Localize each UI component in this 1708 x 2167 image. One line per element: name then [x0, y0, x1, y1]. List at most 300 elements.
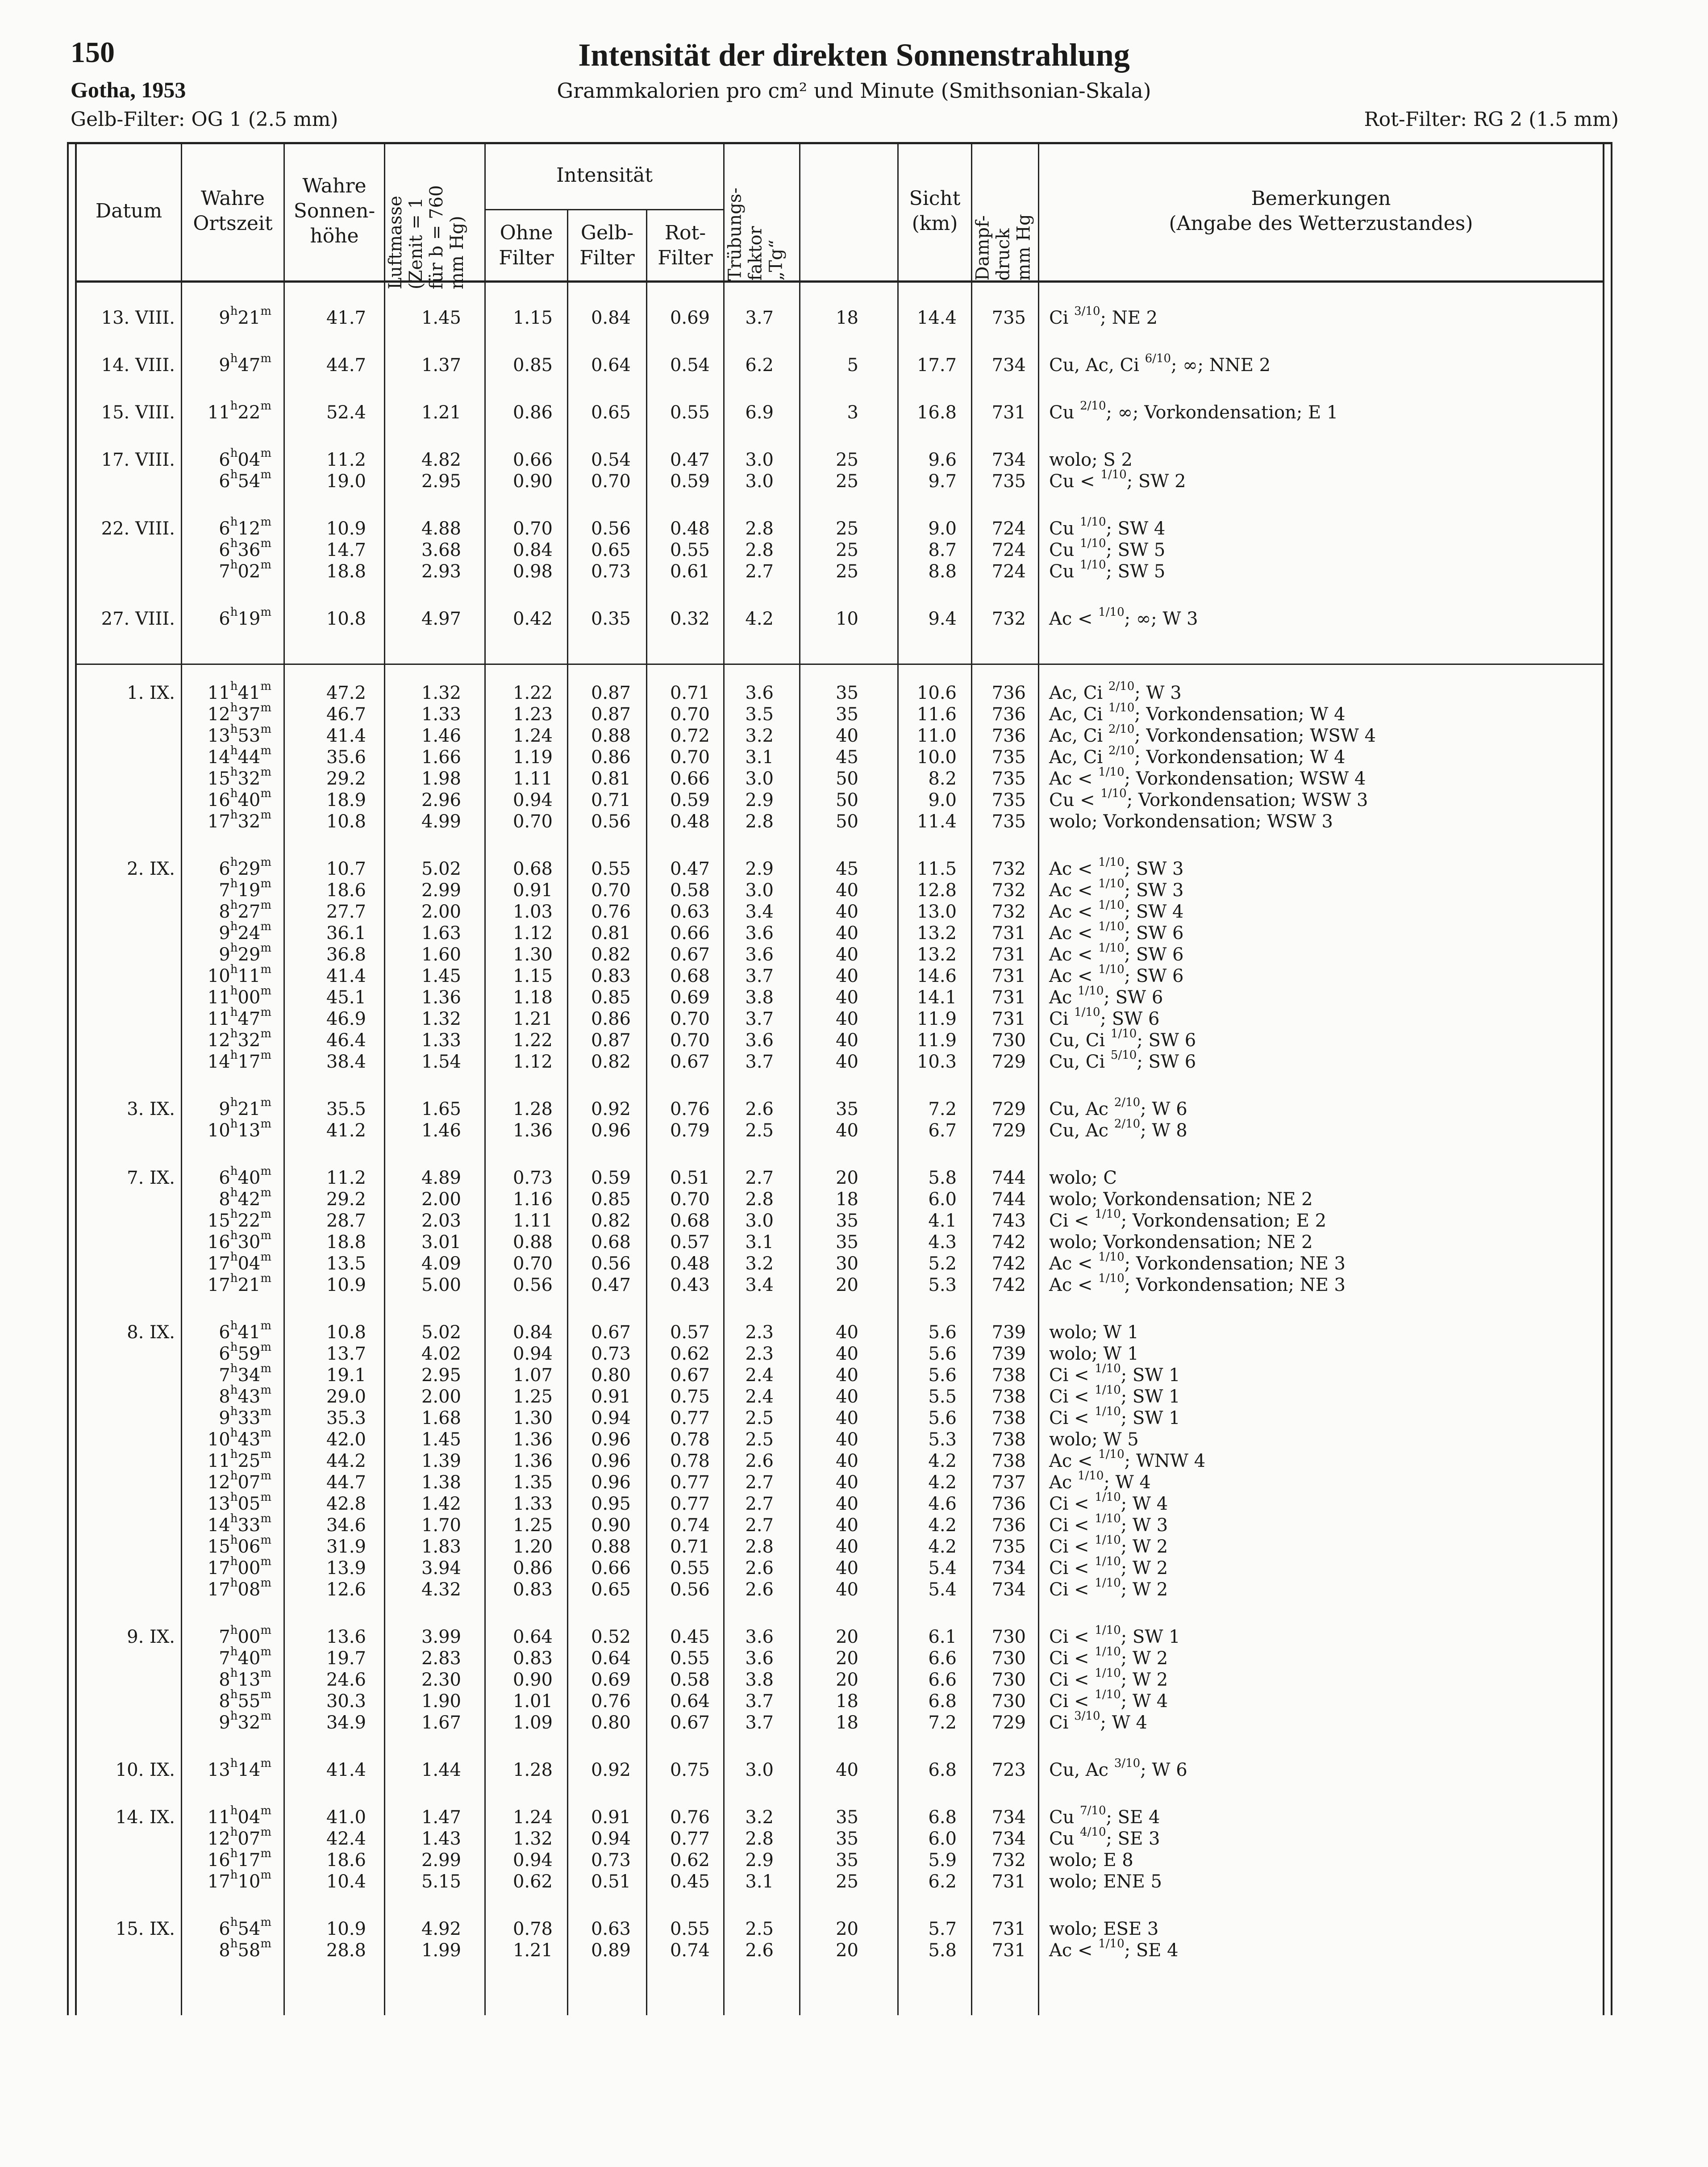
value: 10.8 [326, 609, 366, 629]
value: 0.96 [591, 1120, 631, 1141]
row-remarks [1049, 789, 1598, 811]
value: 729 [991, 1099, 1026, 1119]
row-intensity-red [647, 1626, 710, 1648]
minute-mark: m [260, 1186, 271, 1200]
value: 5.4 [928, 1579, 957, 1600]
minute-mark: m [260, 941, 271, 955]
row-sun-altitude [285, 1759, 366, 1781]
value: 732 [991, 859, 1026, 879]
value: 1.43 [421, 1829, 461, 1849]
time-hours: 13 [207, 1494, 230, 1514]
remark-text: Ac < [1049, 880, 1099, 901]
value: 0.66 [591, 1558, 631, 1578]
remark-text: Cu [1049, 561, 1080, 582]
row-remarks [1049, 1117, 1598, 1141]
value: 11.4 [916, 811, 957, 832]
remark-text: ; SW 6 [1100, 1009, 1160, 1029]
value: 2.83 [421, 1648, 461, 1669]
value: 0.43 [670, 1275, 710, 1295]
row-intensity-yellow [568, 1918, 631, 1940]
value: 9.4 [928, 609, 957, 629]
value: 9.0 [928, 518, 957, 539]
row-vapour-pressure [899, 1232, 957, 1253]
row-intensity-unfiltered [486, 1407, 553, 1429]
value: 1.98 [421, 768, 461, 789]
remark-text: ; SW 6 [1124, 944, 1184, 965]
row-visibility [800, 1536, 858, 1557]
row-intensity-yellow [568, 1450, 631, 1472]
row-time [182, 1804, 271, 1828]
time-hours: 9 [219, 1408, 230, 1428]
remark-text: ; SW 1 [1121, 1627, 1180, 1647]
row-air-mass [385, 1940, 461, 1961]
row-remarks [1049, 811, 1598, 832]
value: 0.32 [670, 609, 710, 629]
row-intensity-unfiltered [486, 402, 553, 423]
value: 2.5 [745, 1120, 774, 1141]
value: 1.99 [421, 1940, 461, 1961]
hour-mark: h [230, 680, 238, 693]
row-air-pressure [972, 1536, 1026, 1557]
row-air-mass [385, 1429, 461, 1450]
value: 0.82 [591, 944, 631, 965]
remark-text: Ci < [1049, 1691, 1095, 1712]
remark-text: ; W 3 [1134, 683, 1182, 703]
row-time [182, 1450, 271, 1472]
row-intensity-red [647, 1807, 710, 1828]
row-intensity-red [647, 901, 710, 923]
value: 40 [836, 1515, 858, 1536]
value: 25 [836, 561, 858, 582]
value: 735 [991, 1537, 1026, 1557]
row-vapour-pressure [899, 307, 957, 329]
value: 29.2 [326, 1189, 366, 1210]
row-intensity-yellow [568, 1167, 631, 1189]
row-sun-altitude [285, 1807, 366, 1828]
hour-mark: h [230, 1916, 238, 1929]
row-turbidity [725, 307, 774, 329]
remark-text: Cu, Ac [1049, 1099, 1114, 1119]
row-time [182, 1918, 271, 1940]
value: 11.9 [916, 1009, 957, 1029]
value: 6.1 [928, 1627, 957, 1647]
value: 0.67 [670, 1052, 710, 1072]
row-remarks [1049, 1666, 1598, 1691]
hour-mark: h [230, 1804, 238, 1818]
time-hours: 17 [207, 1558, 230, 1578]
value: 738 [991, 1429, 1026, 1450]
value: 35 [836, 1099, 858, 1119]
row-date [77, 1098, 175, 1120]
remark-text: ; Vorkondensation; W 4 [1134, 747, 1346, 768]
value: 736 [991, 1515, 1026, 1536]
value: 2.8 [745, 811, 774, 832]
value: 3.7 [745, 1691, 774, 1712]
hour-mark: h [230, 1469, 238, 1483]
value: 0.56 [591, 1253, 631, 1274]
row-vapour-pressure [899, 471, 957, 492]
row-time [182, 1626, 271, 1648]
value: 50 [836, 811, 858, 832]
date-text: 22. VIII. [101, 518, 175, 539]
value: 20 [836, 1670, 858, 1690]
row-intensity-red [647, 923, 710, 944]
remark-text: Cu < [1049, 790, 1101, 810]
value: 1.33 [421, 1030, 461, 1051]
value: 0.66 [670, 768, 710, 789]
value: 0.83 [512, 1579, 553, 1600]
row-remarks [1049, 1322, 1598, 1343]
time-minutes: 30 [237, 1232, 261, 1253]
row-sun-altitude [285, 402, 366, 423]
row-intensity-unfiltered [486, 539, 553, 561]
row-turbidity [725, 355, 774, 376]
hour-mark: h [230, 558, 238, 572]
row-time [182, 468, 271, 492]
row-vapour-pressure [899, 1579, 957, 1600]
value: 11.9 [916, 1030, 957, 1051]
table-border-left-outer [67, 142, 69, 2015]
value: 3.1 [745, 1232, 774, 1253]
value: 0.57 [670, 1322, 710, 1343]
row-time [182, 789, 271, 811]
remark-text: Ci < [1049, 1365, 1095, 1386]
row-air-pressure [972, 471, 1026, 492]
col-header-rot-filter: Rot- Filter [658, 221, 713, 269]
remark-text: ; SW 5 [1106, 561, 1166, 582]
value: 2.8 [745, 1537, 774, 1557]
row-remarks [1049, 920, 1598, 944]
row-air-pressure [972, 1232, 1026, 1253]
value: 0.82 [591, 1211, 631, 1231]
row-remarks [1049, 605, 1598, 630]
remark-text: wolo; Vorkondensation; NE 2 [1049, 1232, 1313, 1253]
value: 40 [836, 1386, 858, 1407]
time-hours: 6 [219, 1322, 230, 1343]
row-visibility [800, 704, 858, 725]
hour-mark: h [230, 941, 238, 955]
value: 41.4 [326, 726, 366, 746]
row-intensity-yellow [568, 1515, 631, 1536]
row-intensity-yellow [568, 1189, 631, 1210]
row-air-mass [385, 1493, 461, 1515]
row-turbidity [725, 1450, 774, 1472]
row-air-mass [385, 1712, 461, 1733]
row-time [182, 1186, 271, 1210]
value: 0.86 [591, 747, 631, 768]
row-vapour-pressure [899, 1098, 957, 1120]
value: 742 [991, 1275, 1026, 1295]
value: 2.4 [745, 1365, 774, 1386]
row-intensity-unfiltered [486, 725, 553, 747]
row-intensity-unfiltered [486, 1940, 553, 1961]
row-vapour-pressure [899, 1557, 957, 1579]
row-time [182, 1557, 271, 1579]
value: 1.68 [421, 1408, 461, 1428]
col-header-ohne-filter: Ohne Filter [499, 221, 554, 269]
value: 0.73 [591, 1850, 631, 1871]
row-intensity-red [647, 811, 710, 832]
value: 724 [991, 540, 1026, 560]
minute-mark: m [260, 1048, 271, 1062]
time-minutes: 54 [237, 1919, 261, 1939]
value: 0.70 [512, 811, 553, 832]
value: 2.99 [421, 1850, 461, 1871]
row-remarks [1049, 1383, 1598, 1407]
row-air-pressure [972, 1648, 1026, 1669]
value: 730 [991, 1670, 1026, 1690]
hour-mark: h [230, 1383, 238, 1397]
row-sun-altitude [285, 1850, 366, 1871]
value: 0.70 [591, 880, 631, 901]
value: 1.15 [512, 966, 553, 986]
remark-text: ; Vorkondensation; WSW 4 [1134, 726, 1376, 746]
time-minutes: 44 [237, 747, 261, 768]
value: 13.6 [326, 1627, 366, 1647]
row-intensity-yellow [568, 1669, 631, 1691]
row-air-mass [385, 1691, 461, 1712]
hour-mark: h [230, 1006, 238, 1019]
page-subtitle: Grammkalorien pro cm² und Minute (Smithsonian-Skala) [557, 79, 1151, 103]
row-time [182, 1533, 271, 1557]
value: 20 [836, 1648, 858, 1669]
value: 744 [991, 1168, 1026, 1188]
value: 1.37 [421, 355, 461, 376]
time-hours: 9 [219, 923, 230, 944]
minute-mark: m [260, 1405, 271, 1419]
row-date [77, 449, 175, 471]
time-minutes: 17 [237, 1850, 261, 1871]
row-remarks [1049, 1576, 1598, 1600]
value: 3.7 [745, 966, 774, 986]
value: 4.2 [928, 1472, 957, 1493]
minute-mark: m [260, 352, 271, 366]
row-time [182, 984, 271, 1008]
value: 0.98 [512, 561, 553, 582]
row-intensity-yellow [568, 1626, 631, 1648]
minute-mark: m [260, 920, 271, 934]
row-air-mass [385, 1030, 461, 1051]
row-air-mass [385, 1386, 461, 1407]
value: 3.4 [745, 902, 774, 922]
row-air-mass [385, 768, 461, 789]
row-intensity-unfiltered [486, 1386, 553, 1407]
row-intensity-red [647, 307, 710, 329]
value: 5.8 [928, 1940, 957, 1961]
row-turbidity [725, 1712, 774, 1733]
row-air-mass [385, 355, 461, 376]
row-intensity-red [647, 704, 710, 725]
row-remarks [1049, 1804, 1598, 1828]
row-sun-altitude [285, 539, 366, 561]
value: 46.4 [326, 1030, 366, 1051]
row-turbidity [725, 402, 774, 423]
remark-text: ; W 2 [1121, 1579, 1168, 1600]
row-time [182, 965, 271, 987]
cloud-fraction: 2/10 [1114, 1096, 1141, 1110]
time-hours: 9 [219, 308, 230, 328]
row-air-mass [385, 747, 461, 768]
row-turbidity [725, 1871, 774, 1892]
row-air-mass [385, 1365, 461, 1386]
row-air-mass [385, 539, 461, 561]
row-intensity-unfiltered [486, 1493, 553, 1515]
row-sun-altitude [285, 1918, 366, 1940]
value: 40 [836, 944, 858, 965]
value: 5.5 [928, 1386, 957, 1407]
row-turbidity [725, 1515, 774, 1536]
cloud-fraction: 1/10 [1095, 1533, 1121, 1547]
value: 40 [836, 1120, 858, 1141]
value: 0.84 [591, 308, 631, 328]
minute-mark: m [260, 856, 271, 869]
row-intensity-yellow [568, 1472, 631, 1493]
value: 1.11 [512, 768, 553, 789]
value: 0.64 [512, 1627, 553, 1647]
value: 6.2 [928, 1871, 957, 1892]
row-intensity-unfiltered [486, 1008, 553, 1030]
value: 3.99 [421, 1627, 461, 1647]
minute-mark: m [260, 399, 271, 413]
date-text: 9. IX. [127, 1627, 175, 1647]
value: 731 [991, 944, 1026, 965]
time-hours: 12 [207, 1472, 230, 1493]
value: 1.16 [512, 1189, 553, 1210]
row-intensity-unfiltered [486, 858, 553, 880]
remark-text: ; SW 3 [1124, 859, 1184, 879]
value: 41.4 [326, 966, 366, 986]
row-intensity-red [647, 1167, 710, 1189]
row-air-pressure [972, 1167, 1026, 1189]
row-visibility [800, 1871, 858, 1892]
value: 35 [836, 704, 858, 725]
row-turbidity [725, 1120, 774, 1141]
value: 3.7 [745, 1052, 774, 1072]
row-air-mass [385, 1759, 461, 1781]
row-remarks [1049, 1512, 1598, 1536]
value: 1.42 [421, 1494, 461, 1514]
row-visibility [800, 725, 858, 747]
remark-text: wolo; ENE 5 [1049, 1871, 1162, 1892]
remark-text: Ci [1049, 1712, 1075, 1733]
value: 2.7 [745, 561, 774, 582]
time-hours: 6 [219, 1919, 230, 1939]
remark-text: ; SW 5 [1106, 540, 1166, 560]
row-turbidity [725, 768, 774, 789]
row-time [182, 1340, 271, 1365]
value: 0.64 [670, 1691, 710, 1712]
time-hours: 11 [207, 987, 230, 1008]
row-air-mass [385, 858, 461, 880]
value: 50 [836, 790, 858, 810]
row-intensity-yellow [568, 1691, 631, 1712]
row-turbidity [725, 1648, 774, 1669]
row-time [182, 1407, 271, 1429]
value: 1.32 [512, 1829, 553, 1849]
row-vapour-pressure [899, 1648, 957, 1669]
value: 2.9 [745, 790, 774, 810]
remark-text: ; W 2 [1121, 1558, 1168, 1578]
row-intensity-red [647, 1691, 710, 1712]
row-intensity-yellow [568, 944, 631, 965]
cloud-fraction: 1/10 [1098, 1937, 1125, 1951]
remark-text: ; ∞; NNE 2 [1171, 355, 1271, 376]
time-hours: 9 [219, 944, 230, 965]
row-vapour-pressure [899, 449, 957, 471]
row-air-pressure [972, 1450, 1026, 1472]
col-sep [1038, 142, 1039, 2015]
row-sun-altitude [285, 1343, 366, 1365]
remark-text: Cu, Ci [1049, 1030, 1111, 1051]
row-intensity-yellow [568, 1807, 631, 1828]
row-sun-altitude [285, 1120, 366, 1141]
value: 4.09 [421, 1253, 461, 1274]
date-text: 2. IX. [127, 859, 175, 879]
hour-mark: h [230, 1555, 238, 1569]
value: 16.8 [916, 402, 957, 423]
col-header-bemerkungen [1039, 142, 1603, 280]
time-minutes: 04 [237, 450, 261, 470]
row-air-pressure [972, 1557, 1026, 1579]
minute-mark: m [260, 701, 271, 715]
row-time [182, 898, 271, 923]
row-sun-altitude [285, 1210, 366, 1232]
row-vapour-pressure [899, 402, 957, 423]
time-minutes: 04 [237, 1253, 261, 1274]
hour-mark: h [230, 808, 238, 822]
value: 737 [991, 1472, 1026, 1493]
minute-mark: m [260, 744, 271, 758]
value: 731 [991, 402, 1026, 423]
row-date [77, 307, 175, 329]
row-intensity-yellow [568, 1850, 631, 1871]
cloud-fraction: 6/10 [1145, 352, 1171, 366]
time-hours: 7 [219, 880, 230, 901]
hour-mark: h [230, 305, 238, 318]
row-air-pressure [972, 1322, 1026, 1343]
row-time [182, 307, 271, 329]
row-intensity-red [647, 402, 710, 423]
value: 9.6 [928, 450, 957, 470]
row-date [77, 682, 175, 704]
row-intensity-unfiltered [486, 1365, 553, 1386]
row-sun-altitude [285, 1691, 366, 1712]
row-vapour-pressure [899, 1386, 957, 1407]
row-sun-altitude [285, 471, 366, 492]
minute-mark: m [260, 1340, 271, 1354]
cloud-fraction: 1/10 [1098, 898, 1125, 912]
row-intensity-unfiltered [486, 1051, 553, 1073]
remark-text: Cu [1049, 540, 1080, 560]
hour-mark: h [230, 744, 238, 758]
value: 25 [836, 540, 858, 560]
hour-mark: h [230, 1491, 238, 1504]
remark-text: Ac, Ci [1049, 704, 1108, 725]
row-visibility [800, 1365, 858, 1386]
value: 0.91 [512, 880, 553, 901]
row-sun-altitude [285, 1274, 366, 1296]
value: 5.3 [928, 1275, 957, 1295]
row-time [182, 399, 271, 423]
row-turbidity [725, 1232, 774, 1253]
row-sun-altitude [285, 1030, 366, 1051]
row-intensity-yellow [568, 561, 631, 582]
row-vapour-pressure [899, 1828, 957, 1850]
hour-mark: h [230, 920, 238, 934]
row-vapour-pressure [899, 561, 957, 582]
time-hours: 12 [207, 1030, 230, 1051]
minute-mark: m [260, 984, 271, 998]
